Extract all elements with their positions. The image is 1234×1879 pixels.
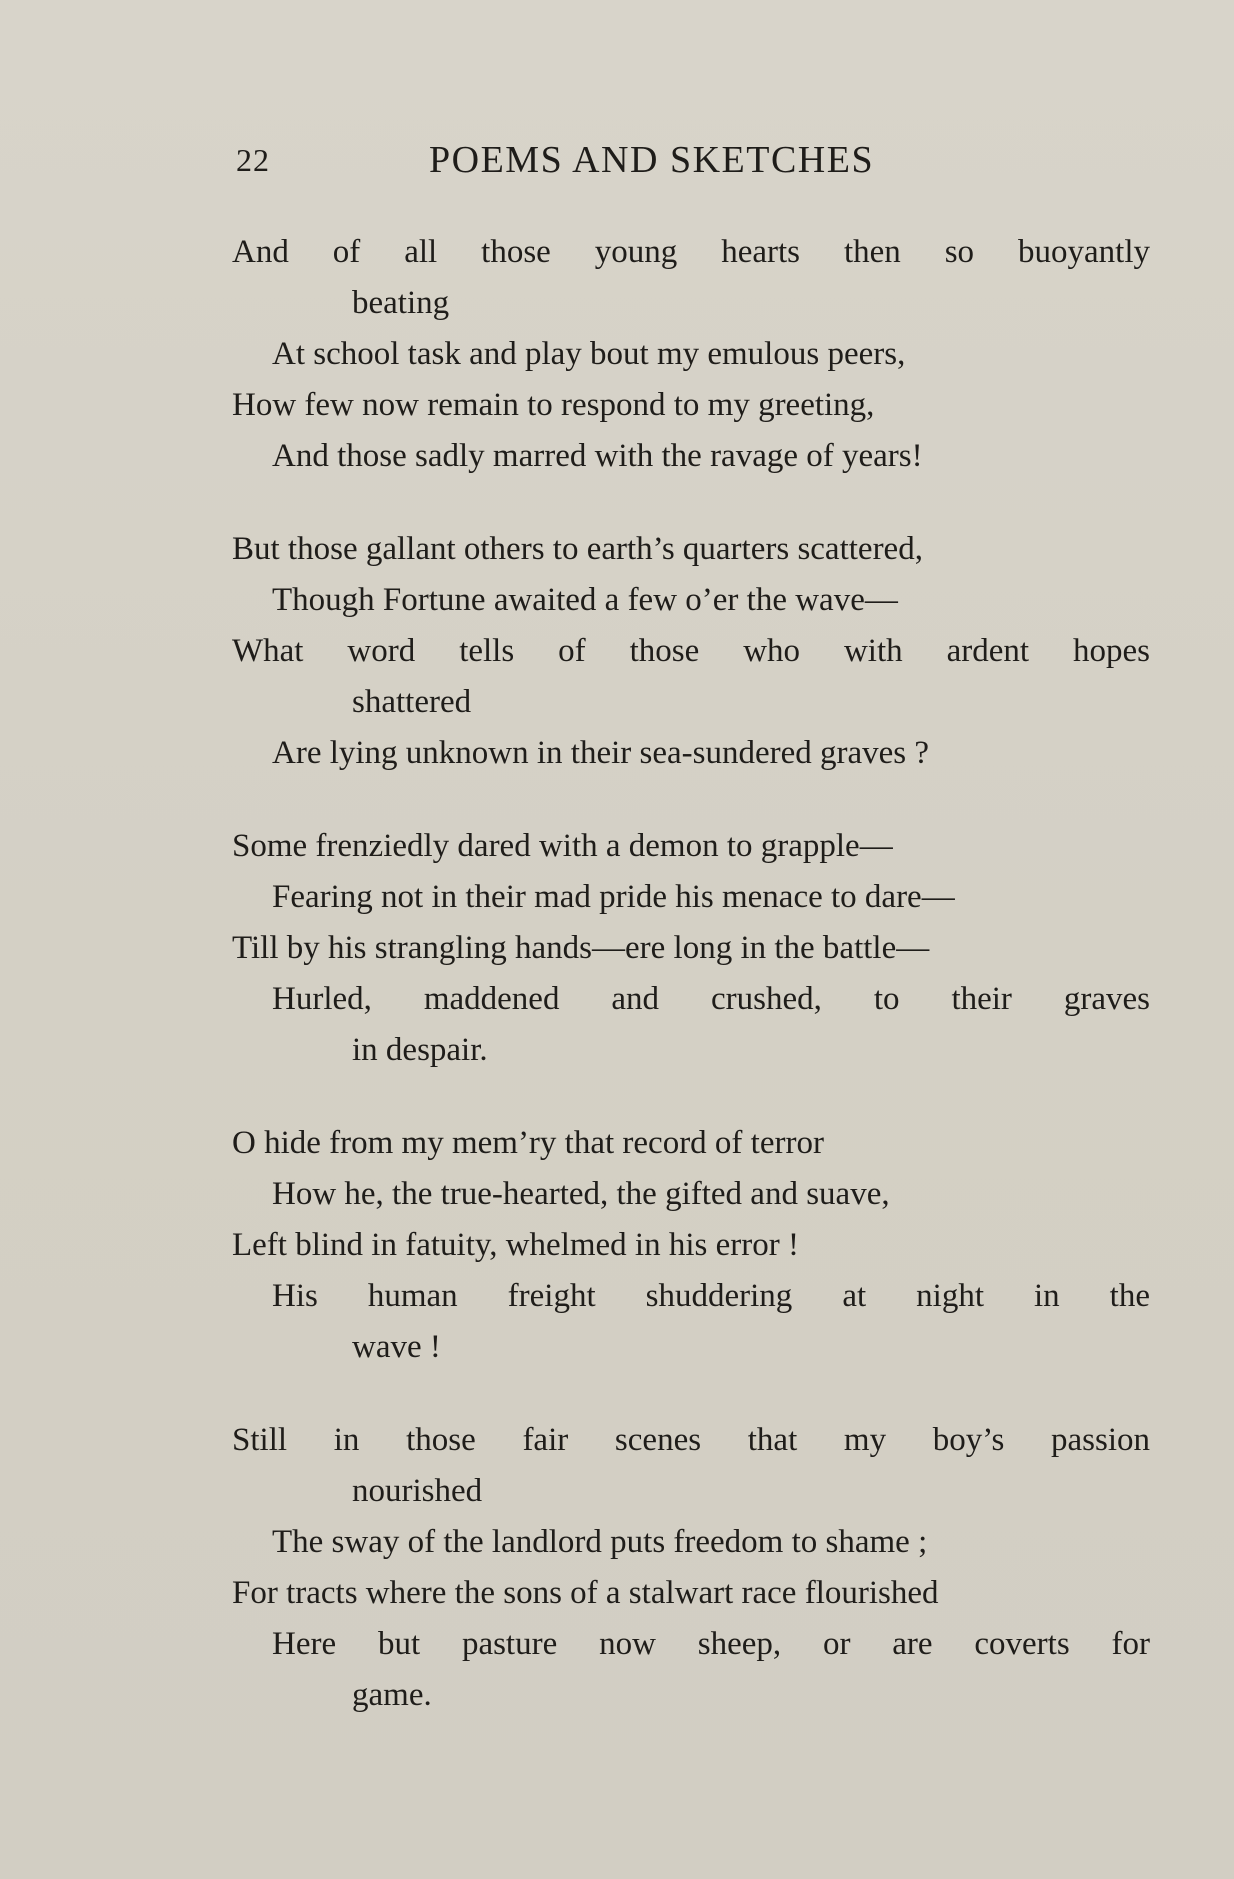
- running-header: [236, 140, 962, 190]
- poem-line-continuation: game.: [352, 1677, 432, 1713]
- poem-body: [232, 227, 1150, 1763]
- poem-line: How few now remain to respond to my greeting,: [232, 387, 875, 423]
- poem-line: Hurled, maddened and crushed, to their graves: [272, 981, 1150, 1017]
- poem-line: Are lying unknown in their sea-sundered graves ?: [272, 735, 930, 771]
- poem-line: The sway of the landlord puts freedom to shame ;: [272, 1524, 928, 1560]
- poem-line: Still in those fair scenes that my boy’s passion: [232, 1422, 1150, 1458]
- poem-line-continuation: beating: [352, 285, 450, 321]
- poem-line-continuation: shattered: [352, 684, 472, 720]
- stanza-4: [232, 1118, 1150, 1373]
- poem-line: His human freight shuddering at night in the: [272, 1278, 1150, 1314]
- poem-line: Till by his strangling hands—ere long in the battle—: [232, 930, 930, 966]
- poem-line: Some frenziedly dared with a demon to grapple—: [232, 828, 893, 864]
- poem-line: Though Fortune awaited a few o’er the wave—: [272, 582, 898, 618]
- poem-line: How he, the true-hearted, the gifted and suave,: [272, 1176, 890, 1212]
- stanza-3: [232, 821, 1150, 1076]
- poem-line: At school task and play bout my emulous peers,: [272, 336, 906, 372]
- page-number: 22: [236, 142, 270, 178]
- stanza-5: [232, 1415, 1150, 1721]
- poem-line: Here but pasture now sheep, or are coverts for: [272, 1626, 1150, 1662]
- poem-line: But those gallant others to earth’s quarters scattered,: [232, 531, 923, 567]
- poem-line: And those sadly marred with the ravage of years!: [272, 438, 923, 474]
- poem-line-continuation: wave !: [352, 1329, 441, 1365]
- poem-line: Fearing not in their mad pride his menace to dare—: [272, 879, 955, 915]
- poem-line-continuation: in despair.: [352, 1032, 488, 1068]
- poem-line-continuation: nourished: [352, 1473, 483, 1509]
- poem-line: What word tells of those who with ardent hopes: [232, 633, 1150, 669]
- running-title: POEMS AND SKETCHES: [429, 139, 875, 181]
- stanza-2: [232, 524, 1150, 779]
- poem-line: O hide from my mem’ry that record of terror: [232, 1125, 824, 1161]
- poem-line: Left blind in fatuity, whelmed in his error !: [232, 1227, 799, 1263]
- poem-line: For tracts where the sons of a stalwart race flourished: [232, 1575, 939, 1611]
- stanza-1: [232, 227, 1150, 482]
- poem-line: And of all those young hearts then so buoyantly: [232, 234, 1150, 270]
